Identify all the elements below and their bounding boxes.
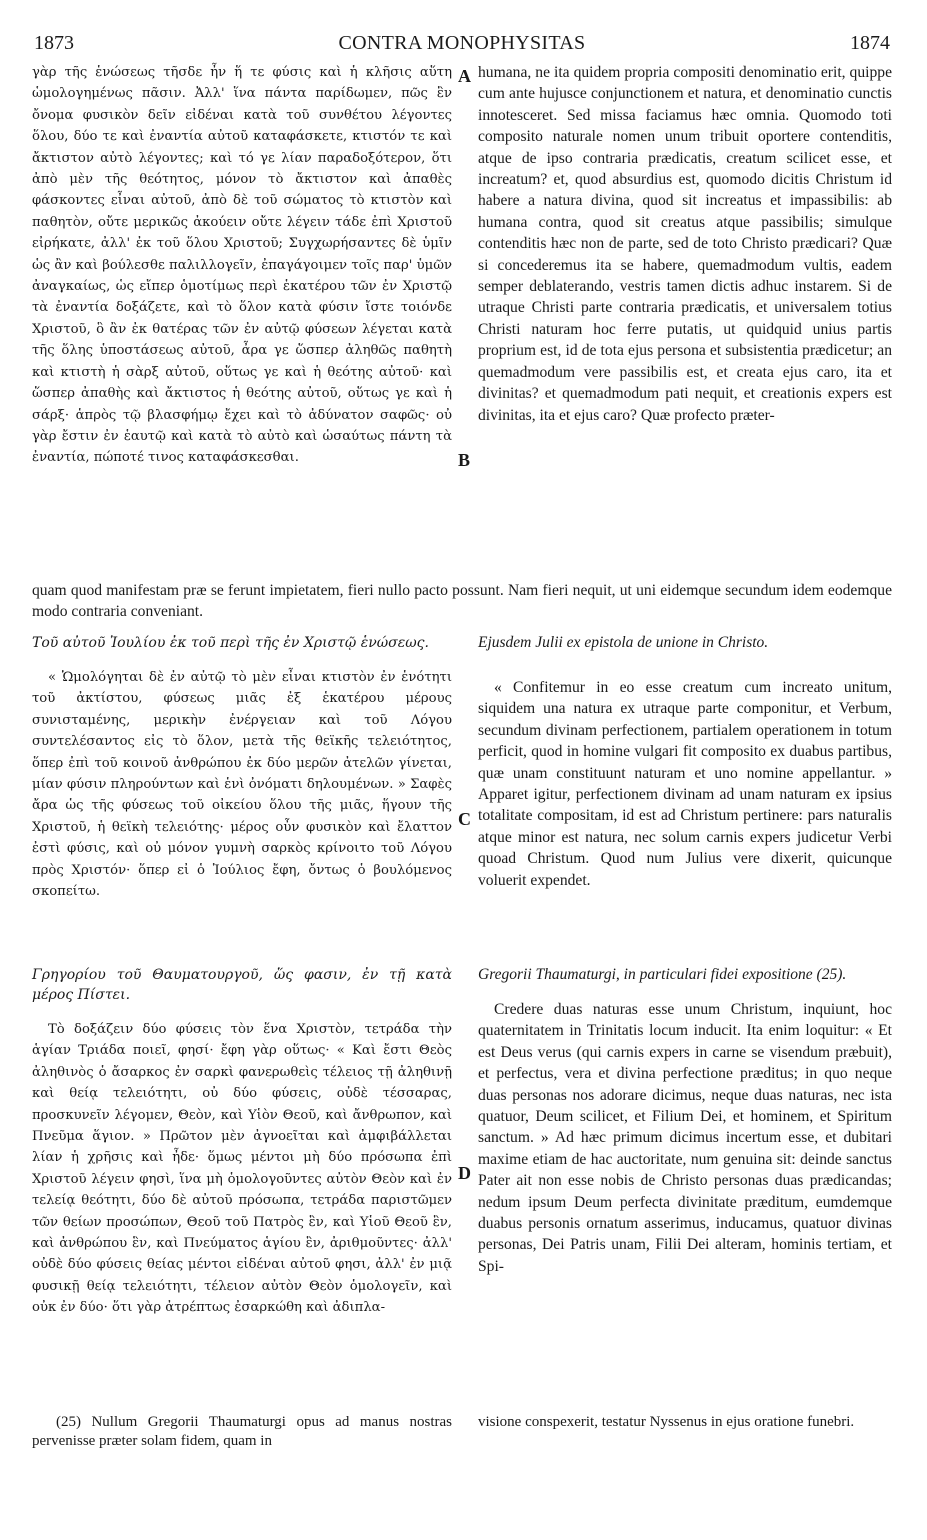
greek-column-section-1: [32, 62, 452, 580]
margin-marker-d: D: [458, 1163, 471, 1183]
latin-column-section-3: [478, 965, 892, 1277]
greek-section-heading: Τοῦ αὐτοῦ Ἰουλίου ἐκ τοῦ περὶ τῆς ἐν Χριστῷ ἑνώσεως.: [32, 635, 429, 651]
greek-paragraph: γὰρ τῆς ἑνώσεως τῆσδε ἦν ἥ τε φύσις καὶ ἡ κλῆσις αὕτη ὡμολογημένως πᾶσιν. Ἀλλ' ἵνα πάντα παρίδωμεν, πῶς ἓν ὄνομα φυσικὸν δεῖν εἰδέναι κατὰ τοῦ συνθέτου λέγοντες ὅλου, δύο τε καὶ ἐναντία αὐτοῦ καταφάσκετε, κτιστόν τε καὶ ἄκτιστον αὐτὸ λέγοντες; καὶ τό γε λίαν παραδοξότερον, ὅτι ἀπὸ μὲν τῆς θεότητος, μόνον τὸ ἄκτιστον καὶ ἀπαθὲς φάσκοντες εἶναι αὐτοῦ, ἀπὸ δὲ τοῦ σώματος τὸ κτιστὸν καὶ παθητὸν, οὔτε μερικῶς ἀκούειν οὔτε λέγειν τάδε ἐπὶ Χριστοῦ εἰρήκατε, ἀλλ' ἐκ τοῦ ὅλου Χριστοῦ; Συγχωρήσαντες δὲ ὑμῖν ὡς ἂν καὶ βούλεσθε παλιλλογεῖν, ἐπαγάγοιμεν τοῖς παρ' ὑμῶν ἀναγκαίως, ὡς εἴπερ ὁμοτίμως περὶ ἑκατέρου τῶν ἐν Χριστῷ τὰ ἐναντία δοξάζετε, καὶ τὸ ὅλον κατὰ φύσιν ἴστε τοιόνδε Χριστοῦ, ὃ ἂν ἐκ θατέρας τῶν ἐν αὐτῷ φύσεων λέγεται κατὰ τῆς ὅλης ὑποστάσεως αὐτοῦ, ἆρα γε ὥσπερ ἀληθῶς παθητὴ καὶ κτιστὴ ἡ σὰρξ αὐτοῦ, οὕτως γε καὶ ἡ θεότης αὐτοῦ· καὶ ὥσπερ ἀπαθὴς καὶ ἄκτιστος ἡ θεότης αὐτοῦ, οὕτως γε καὶ ἡ σάρξ· ἁπρὸς τῷ βλασφήμῳ ἔχει καὶ τὸ ἀδύνατον σαφῶς· οὐ γὰρ ἔστιν ἐν ἑαυτῷ καὶ κατὰ τὸ αὐτὸ καὶ ὡσαύτως πάντη τὰ ἐναντία, πώποτέ τινος καταφάσκεσθαι.: [32, 65, 452, 466]
column-number-right: 1874: [850, 32, 890, 54]
page-header: [34, 32, 890, 60]
margin-marker-a: A: [458, 66, 471, 86]
margin-marker-c: C: [458, 809, 471, 829]
running-title: CONTRA MONOPHYSITAS: [338, 32, 586, 54]
latin-paragraph: humana, ne ita quidem propria compositi denominatio erit, quippe cum ante hujusce conjunctionem et natura, et denominatio cunctis innotesceret. Sed missa faciamus hæc omnia. Quomodo toti composito naturale nomen unum tribuit oportere contenditis, atque de ipso contraria prædicatis, creatum scilicet esse, et increatum? et, quod absurdius est, quomodo dicitis Christum id habere a natura divina, quod sit increatus et impassibilis: ab humana contra, quod sit creatus atque passibilis; simulque contenditis hæc non de parte, sed de toto Christo prædicari? Quæ si concederemus ita se habere, quemadmodum vultis, eadem semper deblaterando, vestris tamen dictis adhuc instarem. Si de utraque Christi parte contraria prædicatis, et universalem totius Christi naturam hoc ferre putatis, ut quidquid unius partis proprium est, id de tota ejus persona et subsistentia prædicetur; an quemadmodum vere passibilis est, et creata ejus caro, ita et divinitas? et quemadmodum pati nequit, et creationis expers est divinitas, ita et ejus caro? Quæ profecto præter-: [478, 64, 892, 424]
margin-marker-b: B: [458, 450, 471, 470]
footnote-right: [478, 1413, 892, 1432]
latin-section-heading: Gregorii Thaumaturgi, in particulari fidei expositione (25).: [478, 966, 847, 983]
footnote-text: visione conspexerit, testatur Nyssenus in ejus oratione funebri.: [478, 1414, 855, 1430]
greek-section-heading: Γρηγορίου τοῦ Θαυματουργοῦ, ὥς φασιν, ἐν τῇ κατὰ μέρος Πίστει.: [32, 967, 452, 1003]
latin-paragraph: Credere duas naturas esse unum Christum, inquiunt, hoc quaternitatem in Trinitatis locum inducit. Ita enim loquitur: « Et est Deus verus (qui carnis expers in carne se visendum præbuit), et perfectus, vera et divina perfectione præditus; in quo neque duas personas nos adorare dicimus, neque duas naturas, nec ista quatuor, Deum scilicet, et Filium Dei, et hominem, et Spiritum sanctum. » Ad hæc primum dicimus incertum esse, et dubitari maxime etiam de hac auctoritate, num genuina sit: deinde sanctus Pater ait non esse nobis de Christo personas duas prædicandas; nedum ipsum Deum perfecta divinitate præditum, eumdemque duabus personis ornatum asserimus, inducamus, quatuor divinas personas, Dei Patris unam, Filii Dei alteram, hominis tertiam, et Spi-: [478, 1001, 892, 1275]
greek-paragraph: « Ὡμολόγηται δὲ ἐν αὐτῷ τὸ μὲν εἶναι κτιστὸν ἐν ἑνότητι τοῦ ἀκτίστου, φύσεως μιᾶς ἐξ ἑκατέρου μέρους συνισταμένης, μερικὴν ἐνέργειαν καὶ τοῦ Λόγου συντελέσαντος εἰς τὸ ὅλον, μετὰ τῆς θεϊκῆς τελειότητος, ὅπερ ἐπὶ τοῦ κοινοῦ ἀνθρώπου ἐκ δύο μερῶν ἀτελῶν γίνεται, μίαν φύσιν πληρούντων καὶ ἑνὶ ὀνόματι δηλουμένων. » Σαφὲς ἄρα ὡς τῆς φύσεως τοῦ οἰκείου ὅλου τῆς μιᾶς, ἥγουν τῆς Χριστοῦ, ἡ θεϊκὴ τελειότης· μέρος οὖν φυσικὸν καὶ ἔλαττον ἐστὶ φύσις, καὶ οὐ μόνον γυμνὴ σαρκὸς κρίνοιτο τοῦ Λόγου πρὸς Χριστόν· ὅπερ εἰ ὁ Ἰούλιος ἔφη, ὄντως ὁ βουλόμενος σκοπείτω.: [32, 670, 452, 900]
footnote-text: (25) Nullum Gregorii Thaumaturgi opus ad manus nostras pervenisse præter solam fidem, quam in: [32, 1414, 452, 1449]
greek-paragraph: Τὸ δοξάζειν δύο φύσεις τὸν ἕνα Χριστὸν, τετράδα τὴν ἁγίαν Τριάδα ποιεῖ, φησί· ἔφη γὰρ οὕτως· « Καὶ ἔστι Θεὸς ἀληθινὸς ὁ ἄσαρκος ἐν σαρκὶ φανερωθεὶς τέλειος τῇ ἀληθινῇ καὶ θείᾳ τελειότητι, οὐ δύο φύσεις, οὐδὲ τέσσαρας, προσκυνεῖν λέγομεν, Θεὸν, καὶ Υἱὸν Θεοῦ, καὶ ἄνθρωπον, καὶ Πνεῦμα ἅγιον. » Πρῶτον μὲν ἀγνοεῖται καὶ ἀμφιβάλλεται λίαν ἡ χρῆσις καὶ ἦδε· ὅμως μέντοι μὴ δύο πρόσωπα ἐπὶ Χριστοῦ λέγειν φησὶ, ἵνα μὴ ὁμολογοῦντες αὐτὸν Θεὸν καὶ ἐν τελείᾳ θεότητι, δύο δὲ αὐτοῦ πρόσωπα, τετράδα παριστῶμεν τῶν θείων προσώπων, Θεοῦ τοῦ Πατρὸς ἓν, καὶ Υἱοῦ Θεοῦ ἓν, καὶ ἀνθρώπου ἓν, καὶ Πνεύματος ἁγίου ἓν, ἀριθμοῦντες· ἀλλ' οὐδὲ δύο φύσεις θείας μέντοι εἰδέναι αὐτοῦ φησι, ἀλλ' ἐν μιᾷ φυσικῇ θείᾳ τελειότητι, τέλειον αὐτὸν Θεὸν ὁμολογεῖν, καὶ οὐκ ἐν δύο· ὅτι γὰρ ἀτρέπτως ἐσαρκώθη καὶ ἀδιπλα-: [32, 1022, 452, 1316]
column-number-left: 1873: [34, 32, 74, 54]
greek-column-section-3: [32, 965, 452, 1319]
greek-column-section-2: [32, 633, 452, 902]
latin-paragraph: « Confitemur in eo esse creatum cum increato unitum, siquidem una natura ex utraque parte componitur, et Verbum, secundum divinam perfectionem, partialem operationem in totum perficit, quod in homine vulgari fit composito ex duabus partibus, quæ unam constituunt naturam et uno nomine appellantur. » Apparet igitur, perfectionem divinam ad unam naturam ex ipsius totalitate compositam, id est ad Christum pertinere: pars naturalis atque minor est natura, nec solum carnis expers judicetur Verbi quoad Christum. Quod num Julius vere dixerit, quicunque voluerit expendet.: [478, 679, 892, 889]
footnote-left: [32, 1413, 452, 1451]
full-width-continuation: [32, 580, 892, 623]
latin-column-section-2: [478, 633, 892, 891]
latin-column-section-1: [478, 62, 892, 580]
latin-continuation-paragraph: quam quod manifestam præ se ferunt impietatem, fieri nullo pacto possunt. Nam fieri nequit, ut uni eidemque secundum idem eodemque modo contraria conveniant.: [32, 582, 892, 621]
latin-section-heading: Ejusdem Julii ex epistola de unione in Christo.: [478, 634, 769, 651]
